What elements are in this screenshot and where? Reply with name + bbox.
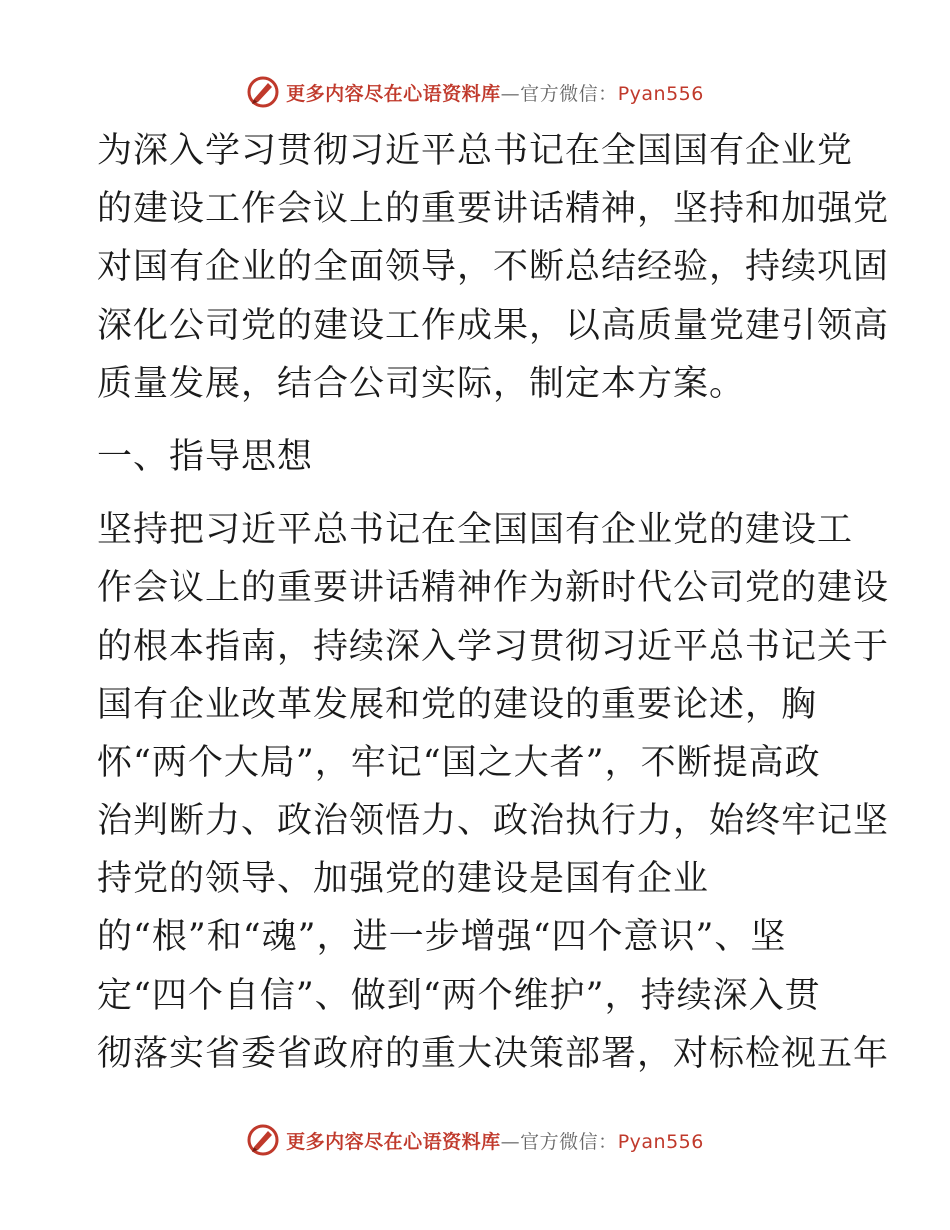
text-line: 对国有企业的全面领导，不断总结经验，持续巩固 bbox=[97, 247, 890, 288]
text-line: 作会议上的重要讲话精神作为新时代公司党的建设 bbox=[97, 568, 890, 609]
pen-logo-icon bbox=[246, 1123, 280, 1157]
watermark-dash: — bbox=[500, 1130, 521, 1153]
text-line: 定“四个自信”、做到“两个维护”，持续深入贯 bbox=[97, 975, 821, 1016]
heading-guiding-ideology: 一、指导思想 bbox=[97, 436, 314, 477]
document-body bbox=[97, 122, 890, 1083]
text-line: 为深入学习贯彻习近平总书记在全国国有企业党 bbox=[97, 131, 854, 171]
watermark-wechat-id: Pyan556 bbox=[617, 1130, 704, 1153]
text-line: 的“根”和“魂”，进一步增强“四个意识”、坚 bbox=[97, 917, 787, 958]
watermark-text bbox=[286, 1127, 704, 1154]
watermark-main: 更多内容尽在心语资料库 bbox=[286, 1130, 501, 1153]
watermark-wechat-label: 官方微信： bbox=[520, 1130, 618, 1153]
text-line: 坚持把习近平总书记在全国国有企业党的建设工 bbox=[97, 510, 854, 551]
text-line: 持党的领导、加强党的建设是国有企业 bbox=[97, 859, 710, 900]
watermark-main: 更多内容尽在心语资料库 bbox=[286, 82, 501, 105]
text-line: 怀“两个大局”，牢记“国之大者”，不断提高政 bbox=[97, 742, 821, 783]
header-watermark bbox=[0, 72, 950, 112]
text-line: 深化公司党的建设工作成果，以高质量党建引领高 bbox=[97, 305, 890, 346]
footer-watermark bbox=[0, 1120, 950, 1160]
text-line: 质量发展，结合公司实际，制定本方案。 bbox=[97, 363, 746, 404]
section-heading bbox=[97, 428, 857, 486]
watermark-dash: — bbox=[500, 82, 521, 105]
watermark-wechat-label: 官方微信： bbox=[520, 82, 618, 105]
text-line: 治判断力、政治领悟力、政治执行力，始终牢记坚 bbox=[97, 801, 890, 842]
text-line: 彻落实省委省政府的重大决策部署，对标检视五年 bbox=[97, 1033, 890, 1074]
pen-logo-icon bbox=[246, 75, 280, 109]
text-line: 国有企业改革发展和党的建设的重要论述，胸 bbox=[97, 684, 818, 725]
paragraph-guiding-ideology bbox=[97, 501, 890, 1083]
text-line: 的根本指南，持续深入学习贯彻习近平总书记关于 bbox=[97, 626, 890, 667]
paragraph-intro bbox=[97, 122, 890, 413]
text-line: 的建设工作会议上的重要讲话精神，坚持和加强党 bbox=[97, 189, 890, 230]
watermark-wechat-id: Pyan556 bbox=[617, 82, 704, 105]
watermark-text bbox=[286, 79, 704, 106]
